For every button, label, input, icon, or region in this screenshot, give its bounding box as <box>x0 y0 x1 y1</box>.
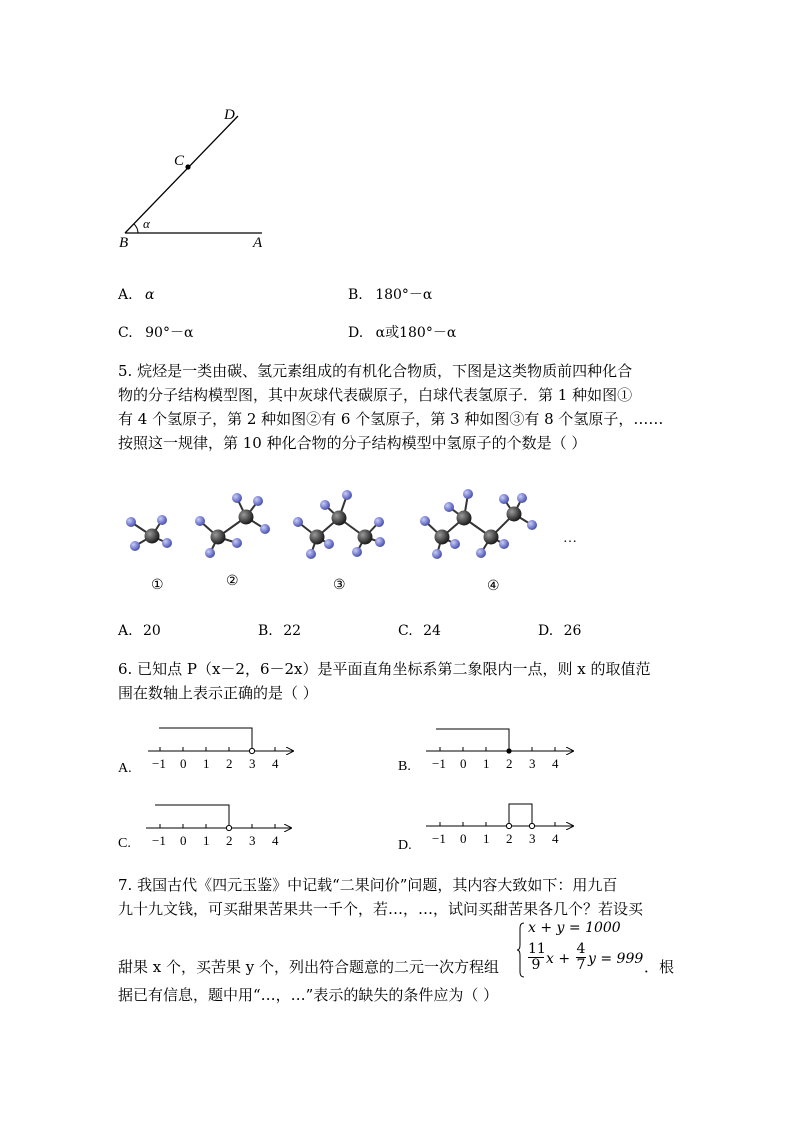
svg-text:4: 4 <box>552 831 559 846</box>
q5-option-c <box>398 621 441 641</box>
option-text: 26 <box>563 623 582 639</box>
q5-option-d <box>538 621 581 641</box>
q4-option-a <box>118 285 154 305</box>
term-x: x + <box>546 951 571 967</box>
svg-text:3: 3 <box>529 756 536 771</box>
option-letter: C. <box>118 325 133 341</box>
q6-number-lines <box>110 718 590 858</box>
option-letter: C. <box>398 623 413 639</box>
label-b: B <box>119 235 129 251</box>
option-letter: D. <box>538 623 554 639</box>
figure-label-2: ② <box>226 574 239 589</box>
option-text: 180°－α <box>375 287 433 303</box>
svg-text:4: 4 <box>552 756 559 771</box>
svg-text:2: 2 <box>506 831 513 846</box>
svg-text:−1: −1 <box>152 756 166 771</box>
svg-text:4: 4 <box>272 833 279 848</box>
option-letter: A. <box>118 761 132 776</box>
q5-line-3: 有 4 个氢原子，第 2 种如图②有 6 个氢原子，第 3 种如图③有 8 个氢原子，…… <box>118 410 664 428</box>
term-y: y = 999 <box>588 951 644 967</box>
label-a: A <box>253 235 263 251</box>
svg-text:1: 1 <box>483 756 490 771</box>
option-letter: A. <box>118 623 133 639</box>
numberline-b <box>398 729 573 774</box>
svg-text:3: 3 <box>529 831 536 846</box>
figure-label-4: ④ <box>487 579 500 594</box>
q7-line-2: 九十九文钱，可买甜果苦果共一千个，若…，…，试问买甜苦果各几个？若设买 <box>118 900 644 918</box>
svg-text:1: 1 <box>483 831 490 846</box>
svg-text:−1: −1 <box>432 756 446 771</box>
q6-line-2: 围在数轴上表示正确的是（ ） <box>118 684 318 702</box>
ray-bd <box>125 116 238 233</box>
q7-line-4: 据已有信息，题中用“…，…”表示的缺失的条件应为（ ） <box>118 986 499 1004</box>
option-letter: A. <box>118 287 133 303</box>
molecule-figures <box>115 480 595 600</box>
svg-text:1: 1 <box>203 833 210 848</box>
fraction-4-7 <box>576 942 586 973</box>
label-c: C <box>174 153 185 169</box>
q5-line-1: 5. 烷烃是一类由碳、氢元素组成的有机化合物质，下图是这类物质前四种化合 <box>118 362 633 380</box>
q7-line-3-end: ．根 <box>644 958 675 976</box>
svg-text:−1: −1 <box>152 833 166 848</box>
option-letter: D. <box>348 325 364 341</box>
angle-arc <box>134 224 138 233</box>
denominator: 7 <box>576 957 586 973</box>
option-text: α <box>145 287 155 303</box>
q5-option-a <box>118 621 161 641</box>
equation-1: x + y = 1000 <box>528 920 621 936</box>
option-text: 24 <box>423 623 441 639</box>
svg-text:0: 0 <box>180 833 187 848</box>
svg-text:2: 2 <box>226 833 233 848</box>
option-letter: B. <box>348 287 363 303</box>
svg-text:2: 2 <box>226 756 233 771</box>
svg-text:3: 3 <box>249 756 256 771</box>
option-text: 22 <box>283 623 302 639</box>
q4-option-b <box>348 285 432 305</box>
svg-text:0: 0 <box>460 831 467 846</box>
ellipsis: … <box>563 531 577 546</box>
svg-text:0: 0 <box>180 756 187 771</box>
label-alpha: α <box>143 216 150 231</box>
option-letter: B. <box>258 623 273 639</box>
q4-option-d <box>348 323 456 343</box>
svg-text:4: 4 <box>272 756 279 771</box>
figure-label-3: ③ <box>333 578 346 593</box>
q7-line-1: 7. 我国古代《四元玉鉴》中记载“二果问价”问题，其内容大致如下：用九百 <box>118 876 618 894</box>
svg-text:−1: −1 <box>432 831 446 846</box>
denominator: 9 <box>531 957 541 973</box>
q5-line-4: 按照这一规律，第 10 种化合物的分子结构模型中氢原子的个数是（ ） <box>118 434 587 452</box>
numberline-d <box>398 804 573 853</box>
point-c <box>185 164 190 169</box>
option-text: 90°－α <box>145 325 194 341</box>
angle-figure <box>110 100 290 260</box>
svg-text:0: 0 <box>460 756 467 771</box>
svg-text:1: 1 <box>203 756 210 771</box>
svg-text:3: 3 <box>249 833 256 848</box>
option-letter: C. <box>118 836 131 851</box>
option-text: 20 <box>143 623 161 639</box>
fraction-11-9 <box>528 942 544 973</box>
equation-system <box>516 920 644 980</box>
option-letter: B. <box>398 759 411 774</box>
option-text: α或180°－α <box>375 325 457 341</box>
option-letter: D. <box>398 838 412 853</box>
numberline-a <box>118 728 293 776</box>
label-d: D <box>224 107 235 123</box>
q6-line-1: 6. 已知点 P（x－2，6－2x）是平面直角坐标系第二象限内一点，则 x 的取值范 <box>118 660 651 678</box>
numerator: 4 <box>576 941 586 957</box>
q7-line-3-start: 甜果 x 个，买苦果 y 个，列出符合题意的二元一次方程组 <box>118 958 500 976</box>
numerator: 11 <box>528 941 546 957</box>
q5-option-b <box>258 621 301 641</box>
brace-icon <box>516 922 526 978</box>
svg-text:2: 2 <box>506 756 513 771</box>
numberline-c <box>118 805 291 851</box>
q4-option-c <box>118 323 193 343</box>
q5-line-2: 物的分子结构模型图，其中灰球代表碳原子，白球代表氢原子．第 1 种如图① <box>118 386 633 404</box>
figure-label-1: ① <box>151 578 164 593</box>
